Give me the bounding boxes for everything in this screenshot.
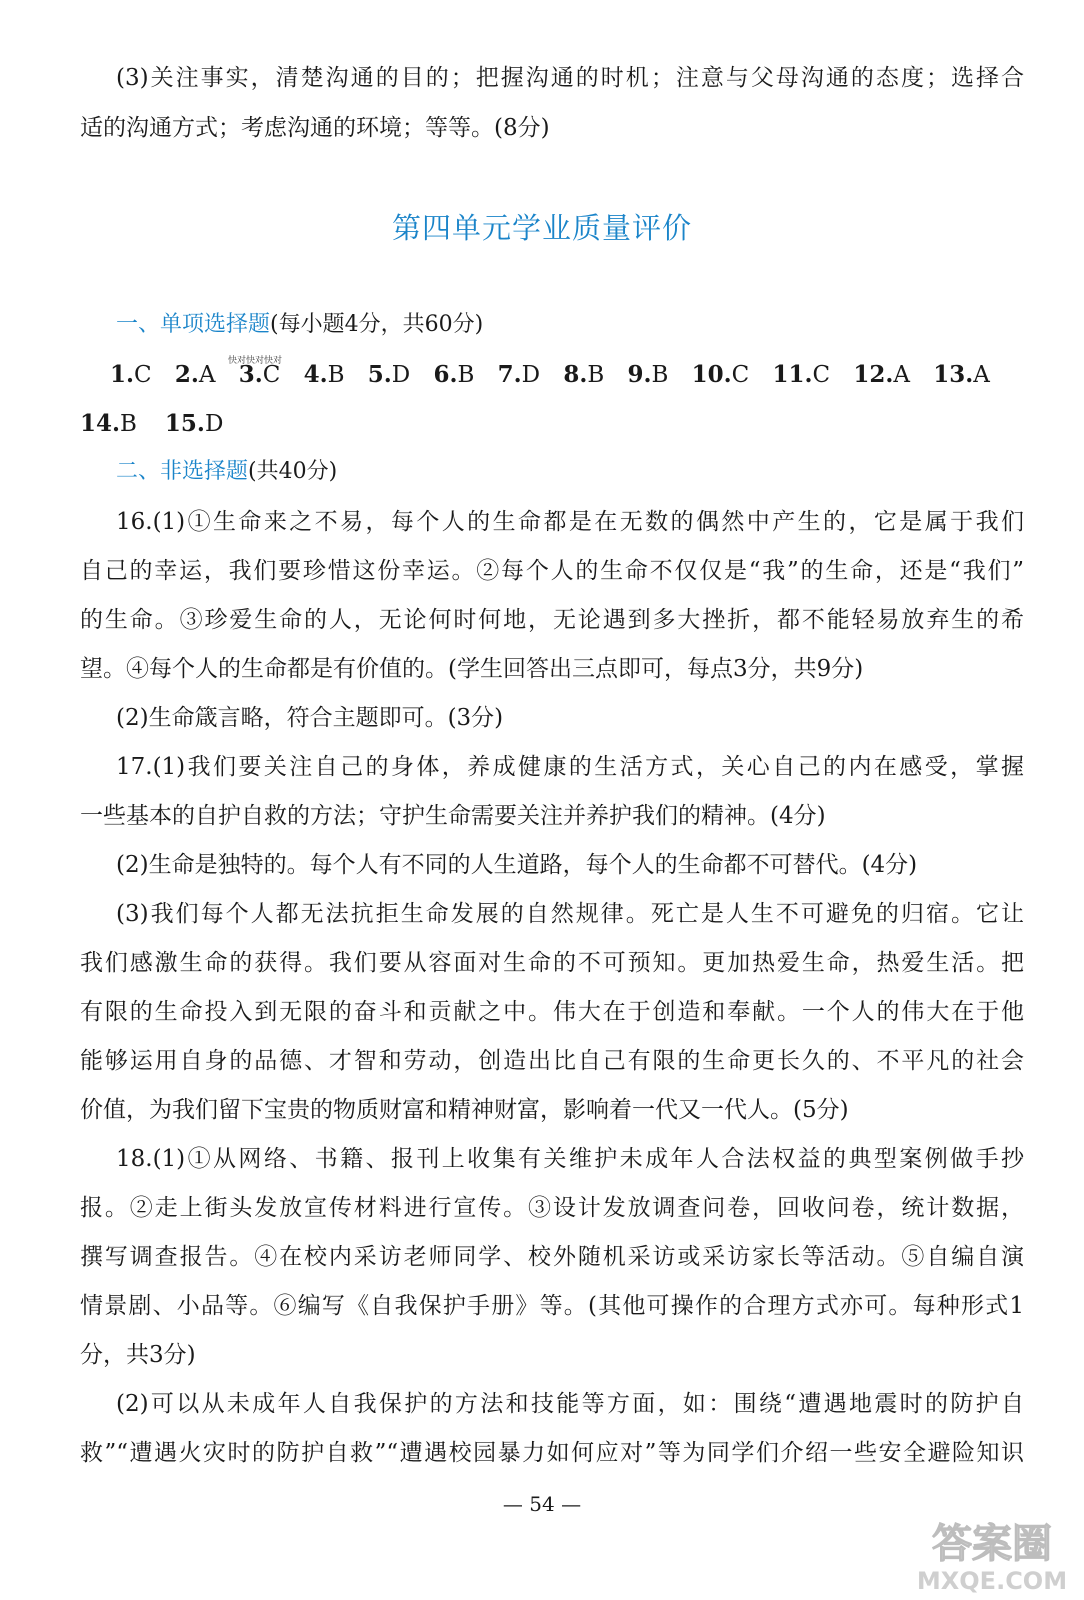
watermark-logo bbox=[912, 1515, 1072, 1595]
answer-item: 9.B bbox=[627, 361, 669, 388]
q18-line1: 18.(1)①从网络、书籍、报刊上收集有关维护未成年人合法权益的典型案例做手抄 bbox=[116, 1146, 1024, 1172]
q16-line3: 的生命。③珍爱生命的人，无论何时何地，无论遇到多大挫折，都不能轻易放弃生的希 bbox=[80, 607, 1024, 633]
q18-line5: 分，共3分) bbox=[80, 1342, 196, 1368]
page-number: — 54 — bbox=[502, 1492, 582, 1516]
answer-item: 10.C bbox=[691, 361, 750, 388]
q17-line3: (2)生命是独特的。每个人有不同的人生道路，每个人的生命都不可替代。(4分) bbox=[116, 852, 918, 878]
answer-item: 6.B bbox=[433, 361, 475, 388]
watermark-logo-text: 答案圈 bbox=[932, 1521, 1052, 1567]
watermark-site: MXQE.COM bbox=[916, 1567, 1068, 1595]
answer-item: 15.D bbox=[164, 410, 224, 437]
q17-line5: 我们感激生命的获得。我们要从容面对生命的不可预知。更加热爱生命，热爱生活。把 bbox=[80, 950, 1024, 976]
answer-item: 13.A bbox=[933, 361, 990, 388]
section1-heading bbox=[116, 310, 483, 340]
q16-line4: 望。④每个人的生命都是有价值的。(学生回答出三点即可，每点3分，共9分) bbox=[80, 656, 864, 682]
section2-heading bbox=[116, 457, 337, 487]
answer-item: 14.B bbox=[80, 410, 137, 437]
q15-part3-line1: (3)关注事实，清楚沟通的目的；把握沟通的时机；注意与父母沟通的态度；选择合 bbox=[116, 65, 1024, 91]
answer-item: 1.C bbox=[110, 361, 152, 388]
q18-line7: 救”“遭遇火灾时的防护自救”“遭遇校园暴力如何应对”等为同学们介绍一些安全避险知识 bbox=[80, 1440, 1024, 1466]
q17-line4: (3)我们每个人都无法抗拒生命发展的自然规律。死亡是人生不可避免的归宿。它让 bbox=[116, 901, 1024, 927]
answer-item: 5.D bbox=[367, 361, 411, 388]
q16-line1: 16.(1)①生命来之不易，每个人的生命都是在无数的偶然中产生的，它是属于我们 bbox=[116, 509, 1024, 535]
section2-note: (共40分) bbox=[248, 459, 338, 484]
q17-line7: 能够运用自身的品德、才智和劳动，创造出比自己有限的生命更长久的、不平凡的社会 bbox=[80, 1048, 1024, 1074]
q18-line6: (2)可以从未成年人自我保护的方法和技能等方面，如：围绕“遭遇地震时的防护自 bbox=[116, 1391, 1024, 1417]
q17-line8: 价值，为我们留下宝贵的物质财富和精神财富，影响着一代又一代人。(5分) bbox=[80, 1097, 849, 1123]
section1-note: (每小题4分，共60分) bbox=[270, 312, 484, 337]
answer-item: 3.C bbox=[238, 361, 281, 388]
q18-line2: 报。②走上街头发放宣传材料进行宣传。③设计发放调查问卷，回收问卷，统计数据， bbox=[80, 1195, 1024, 1221]
scribble-mark: 快对快对快对 bbox=[228, 356, 283, 366]
q15-part3-line2: 适的沟通方式；考虑沟通的环境；等等。(8分) bbox=[80, 115, 550, 141]
q17-line2: 一些基本的自护自救的方法；守护生命需要关注并养护我们的精神。(4分) bbox=[80, 803, 826, 829]
q18-line4: 情景剧、小品等。⑥编写《自我保护手册》等。(其他可操作的合理方式亦可。每种形式1 bbox=[80, 1293, 1024, 1319]
section2-title: 二、非选择题 bbox=[116, 459, 249, 484]
answer-item: 7.D bbox=[497, 361, 541, 388]
choice-answers-row2 bbox=[80, 409, 223, 439]
q18-line3: 撰写调查报告。④在校内采访老师同学、校外随机采访或采访家长等活动。⑤自编自演 bbox=[80, 1244, 1024, 1270]
q17-line1: 17.(1)我们要关注自己的身体，养成健康的生活方式，关心自己的内在感受，掌握 bbox=[116, 754, 1024, 780]
answer-item: 8.B bbox=[563, 361, 605, 388]
q16-line5: (2)生命箴言略，符合主题即可。(3分) bbox=[116, 705, 504, 731]
q16-line2: 自己的幸运，我们要珍惜这份幸运。②每个人的生命不仅仅是“我”的生命，还是“我们” bbox=[80, 558, 1024, 584]
answer-item: 4.B bbox=[303, 361, 345, 388]
section1-title: 一、单项选择题 bbox=[116, 312, 271, 337]
answer-item: 2.A bbox=[174, 361, 216, 388]
unit-title: 第四单元学业质量评价 bbox=[391, 211, 692, 245]
q17-line6: 有限的生命投入到无限的奋斗和贡献之中。伟大在于创造和奉献。一个人的伟大在于他 bbox=[80, 999, 1024, 1025]
answer-item: 12.A bbox=[853, 361, 910, 388]
answer-item: 11.C bbox=[772, 361, 831, 388]
